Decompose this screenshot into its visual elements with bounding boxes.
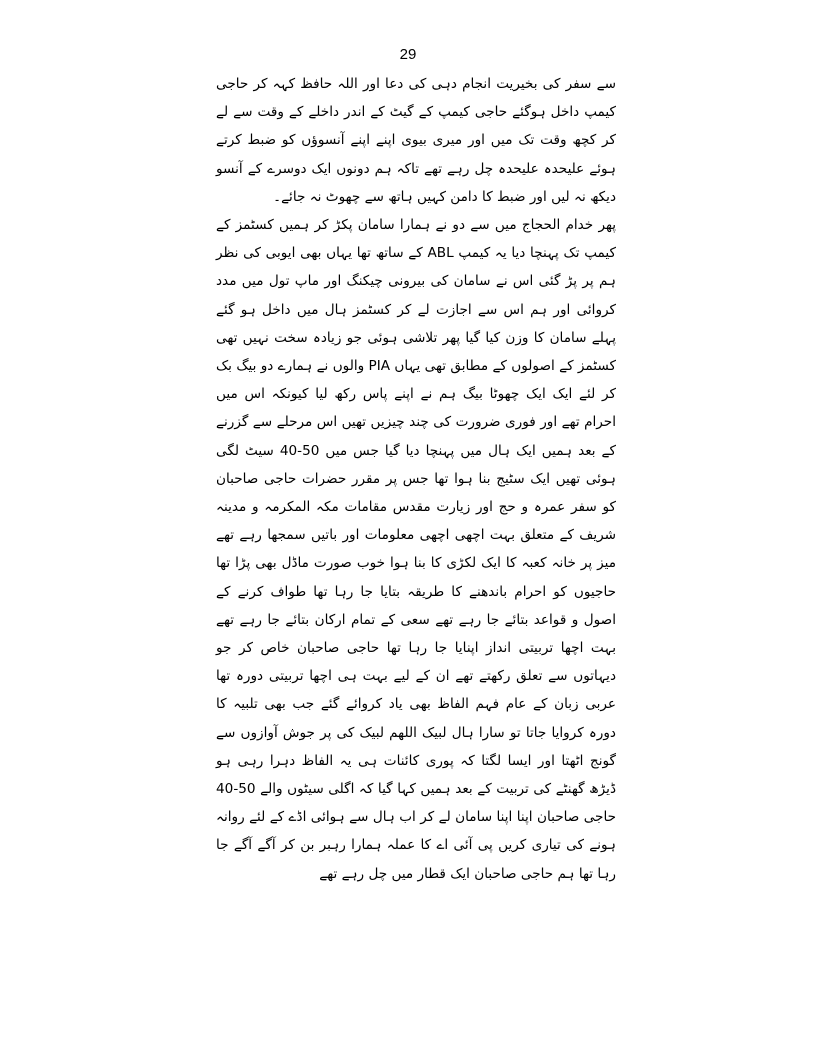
page-body	[216, 70, 616, 888]
page-number: 29	[399, 46, 417, 63]
paragraph-1: سے سفر کی بخیریت انجام دہی کی دعا اور اللہ حافظ کہہ کر حاجی کیمپ داخل ہوگئے حاجی کیمپ کے گیٹ کے اندر داخلے کے وقت سے لے کر کچھ وقت تک میں اور میری بیوی اپنے اپنے آنسوؤں کو ضبط کرتے ہوئے علیحدہ علیحدہ چل رہے تھے تاکہ ہم دونوں ایک دوسرے کے آنسو دیکھ نہ لیں اور ضبط کا دامن کہیں ہاتھ سے چھوٹ نہ جائے۔	[216, 76, 616, 205]
paragraph-2: پھر خدام الحجاج میں سے دو نے ہمارا سامان پکڑ کر ہمیں کسٹمز کے کیمپ تک پہنچا دیا یہ کیمپ ABL کے ساتھ تھا یہاں بھی ایوبی کی نظر ہم پر پڑ گئی اس نے سامان کی بیرونی چیکنگ اور ماپ تول میں مدد کروائی اور ہم اس سے اجازت لے کر کسٹمز ہال میں داخل ہو گئے پہلے سامان کا وزن کیا گیا پھر تلاشی ہوئی جو زیادہ سخت نہیں تھی کسٹمز کے اصولوں کے مطابق تھی یہاں PIA والوں نے ہمارے دو بیگ بک کر لئے ایک ایک چھوٹا بیگ ہم نے اپنے پاس رکھ لیا کیونکہ اس میں احرام تھے اور فوری ضرورت کی چند چیزیں تھیں اس مرحلے سے گزرنے کے بعد ہمیں ایک ہال میں پہنچا دیا گیا جس میں 50-40 سیٹ لگی ہوئی تھیں ایک سٹیج بنا ہوا تھا جس پر مقرر حضرات حاجی صاحبان کو سفر عمرہ و حج اور زیارت مقدس مقامات مکہ المکرمہ و مدینہ شریف کے متعلق بہت اچھی اچھی معلومات اور باتیں سمجھا رہے تھے میز پر خانہ کعبہ کا ایک لکڑی کا بنا ہوا خوب صورت ماڈل بھی پڑا تھا حاجیوں کو احرام باندھنے کا طریقہ بتایا جا رہا تھا طواف کرنے کے اصول و قواعد بتائے جا رہے تھے سعی کے تمام ارکان بتائے جا رہے تھے بہت اچھا تربیتی انداز اپنایا جا رہا تھا حاجی صاحبان خاص کر جو دیہاتوں سے تعلق رکھتے تھے ان کے لیے بہت ہی اچھا تربیتی دورہ تھا عربی زبان کے عام فہم الفاظ بھی یاد کروائے گئے جب بھی تلبیہ کا دورہ کروایا جاتا تو سارا ہال لبیک اللھم لبیک کی پر جوش آوازوں سے گونج اٹھتا اور ایسا لگتا کہ پوری کائنات ہی یہ الفاظ دہرا رہی ہو ڈیڑھ گھنٹے کی تربیت کے بعد ہمیں کہا گیا کہ اگلی سیٹوں والے 50-40 حاجی صاحبان اپنا اپنا سامان لے کر اب ہال سے ہوائی اڈے کے لئے روانہ ہونے کی تیاری کریں پی آئی اے کا عملہ ہمارا رہبر بن کر آگے آگے جا رہا تھا ہم حاجی صاحبان ایک قطار میں چل رہے تھے	[216, 217, 616, 882]
